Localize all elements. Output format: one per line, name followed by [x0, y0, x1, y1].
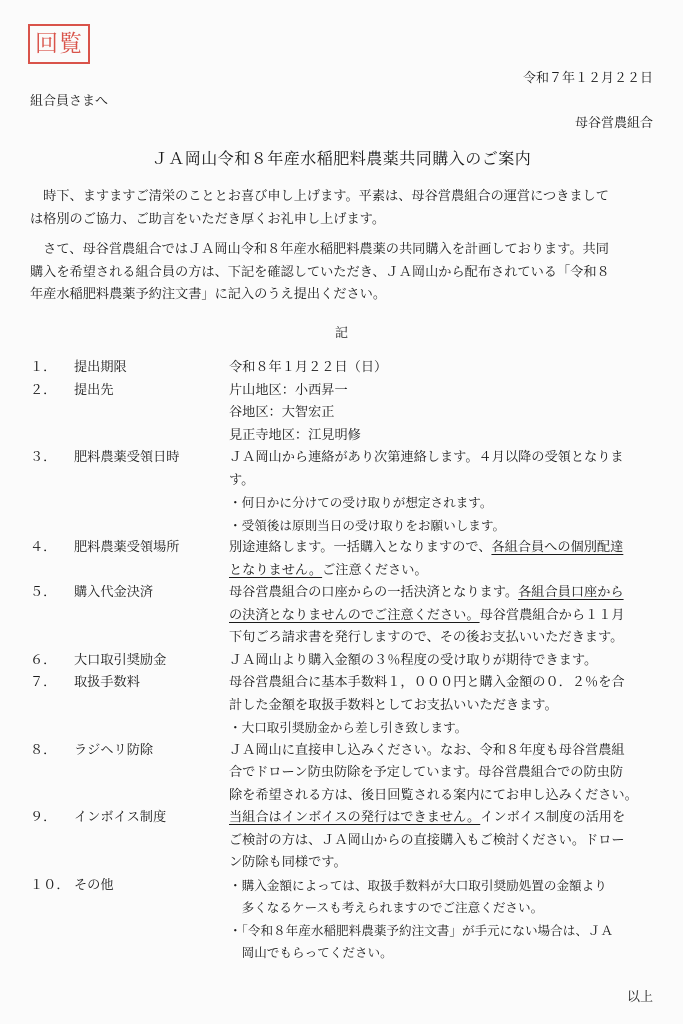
- item-value: [229, 447, 658, 537]
- item-value: [229, 357, 658, 380]
- item-label: 肥料農薬受領場所: [74, 540, 180, 555]
- item-number: ９．: [30, 810, 57, 825]
- item-number: ２．: [30, 382, 57, 398]
- recipient: 組合員さまへ: [30, 94, 109, 109]
- item-label: その他: [74, 877, 114, 893]
- text-line: 年産水稲肥料農薬予約注文書」に記入のうえ提出ください。: [30, 287, 387, 302]
- item-heli-spraying: [0, 740, 683, 808]
- item-value: [229, 650, 658, 673]
- item-value: [229, 537, 658, 582]
- text-segment: 別途連絡します。一括購入となりますので、: [229, 540, 492, 555]
- item-label: 購入代金決済: [74, 585, 154, 600]
- document-title: ＪＡ岡山令和８年産水稲肥料農薬共同購入のご案内: [151, 149, 532, 168]
- item-label: 大口取引奨励金: [74, 652, 167, 668]
- item-number: １０．: [30, 877, 70, 893]
- item-label: 肥料農薬受領日時: [74, 450, 180, 465]
- item-list: [0, 357, 683, 965]
- item-label: 提出先: [74, 382, 114, 398]
- text-line: [229, 560, 658, 583]
- bullet-line: ・購入金額によっては、取扱手数料が大口取引奨励処置の金額より: [229, 877, 607, 893]
- bullet-line: 岡山でもらってください。: [229, 945, 393, 960]
- item-other: [0, 875, 683, 965]
- bullet-line: ・何日かに分けての受け取りが想定されます。: [229, 495, 493, 510]
- bullet-line: ・「令和８年産水稲肥料農薬予約注文書」が手元にない場合は、ＪＡ: [229, 922, 614, 938]
- circulation-stamp: 回覧: [28, 24, 90, 64]
- item-label: インボイス制度: [74, 810, 167, 825]
- text-line: 合でドローン防虫防除を予定しています。母谷営農組合での防虫防: [229, 765, 624, 780]
- text-line: ＪＡ岡山に直接申し込みください。なお、令和８年度も母谷営農組: [229, 742, 625, 758]
- underlined-notice: 各組合員への個別配達: [491, 540, 624, 555]
- underlined-notice: となりません。: [229, 562, 323, 578]
- text-line: す。: [229, 472, 255, 488]
- item-incentive: [0, 650, 683, 673]
- text-line: さて、母谷営農組合ではＪＡ岡山令和８年産水稲肥料農薬の共同購入を計画しております。共同: [30, 242, 609, 257]
- item-value: [229, 740, 658, 808]
- item-receipt-date: [0, 447, 683, 537]
- underlined-notice: 当組合はインボイスの発行はできません。: [229, 810, 481, 825]
- greeting-paragraph: [30, 186, 654, 231]
- text-line: 見正寺地区：江見明修: [229, 427, 361, 443]
- closing-mark: 以上: [626, 990, 653, 1005]
- text-segment: 母谷営農組合から１１月: [479, 607, 625, 623]
- item-value: [229, 380, 658, 448]
- item-number: ６．: [30, 652, 57, 668]
- text-line: [229, 807, 658, 830]
- text-line: ＪＡ岡山より購入金額の３％程度の受け取りが期待できます。: [229, 652, 598, 668]
- text-line: 購入を希望される組合員の方は、下記を確認していただき、ＪＡ岡山から配布されている「令和８: [30, 264, 610, 280]
- underlined-notice: の決済となりませんのでご注意ください。: [229, 607, 480, 623]
- text-line: 谷地区：大智宏正: [229, 405, 335, 420]
- item-label: ラジヘリ防除: [74, 742, 154, 758]
- text-segment: ご注意ください。: [322, 562, 428, 578]
- text-line: 除を希望される方は、後日回覧される案内にてお申し込みください。: [229, 787, 638, 803]
- item-deadline: [0, 357, 683, 380]
- item-number: ４．: [30, 540, 57, 555]
- text-line: [229, 582, 658, 605]
- text-line: 計した金額を取扱手数料としてお支払いいただきます。: [229, 697, 558, 713]
- item-label: 取扱手数料: [74, 675, 140, 690]
- ki-heading: 記: [334, 326, 348, 341]
- text-line: は格別のご協力、ご助言をいただき厚くお礼申し上げます。: [30, 211, 386, 227]
- text-segment: 母谷営農組合の口座からの一括決済となります。: [229, 585, 519, 600]
- item-value: [229, 582, 658, 650]
- item-value: [229, 807, 658, 875]
- issue-date: 令和７年１２月２２日: [522, 71, 653, 86]
- purpose-paragraph: [30, 239, 654, 307]
- underlined-notice: 各組合員口座から: [518, 585, 624, 600]
- text-line: 令和８年１月２２日（日）: [229, 360, 388, 375]
- text-line: ＪＡ岡山から連絡があり次第連絡します。４月以降の受領となりま: [229, 450, 624, 465]
- sender: 母谷営農組合: [574, 116, 653, 131]
- text-line: [229, 605, 658, 628]
- item-payment: [0, 582, 683, 650]
- text-line: [229, 537, 658, 560]
- item-submit-to: [0, 380, 683, 448]
- item-number: １．: [30, 360, 57, 375]
- item-number: ３．: [30, 450, 57, 465]
- item-number: ８．: [30, 742, 57, 758]
- text-line: ご検討の方は、ＪＡ岡山からの直接購入もご検討ください。ドロー: [229, 832, 625, 848]
- item-value: [229, 875, 658, 965]
- item-number: ５．: [30, 585, 57, 600]
- item-handling-fee: [0, 672, 683, 740]
- item-invoice-system: [0, 807, 683, 875]
- item-number: ７．: [30, 675, 57, 690]
- text-line: ン防除も同様です。: [229, 855, 347, 870]
- text-line: 片山地区：小西昇一: [229, 382, 348, 398]
- item-value: [229, 672, 658, 740]
- text-segment: インボイス制度の活用を: [480, 810, 626, 825]
- bullet-line: ・大口取引奨励金から差し引き致します。: [229, 720, 468, 735]
- bullet-line: ・受領後は原則当日の受け取りをお願いします。: [229, 517, 506, 533]
- text-line: 母谷営農組合に基本手数料１，０００円と購入金額の０．２％を合: [229, 675, 625, 690]
- item-receipt-place: [0, 537, 683, 582]
- text-line: 時下、ますますご清栄のこととお喜び申し上げます。平素は、母谷営農組合の運営につきまして: [30, 189, 609, 204]
- item-label: 提出期限: [74, 360, 127, 375]
- bullet-line: 多くなるケースも考えられますのでご注意ください。: [229, 900, 544, 915]
- text-line: 下旬ごろ請求書を発行しますので、その後お支払いいただきます。: [229, 630, 624, 645]
